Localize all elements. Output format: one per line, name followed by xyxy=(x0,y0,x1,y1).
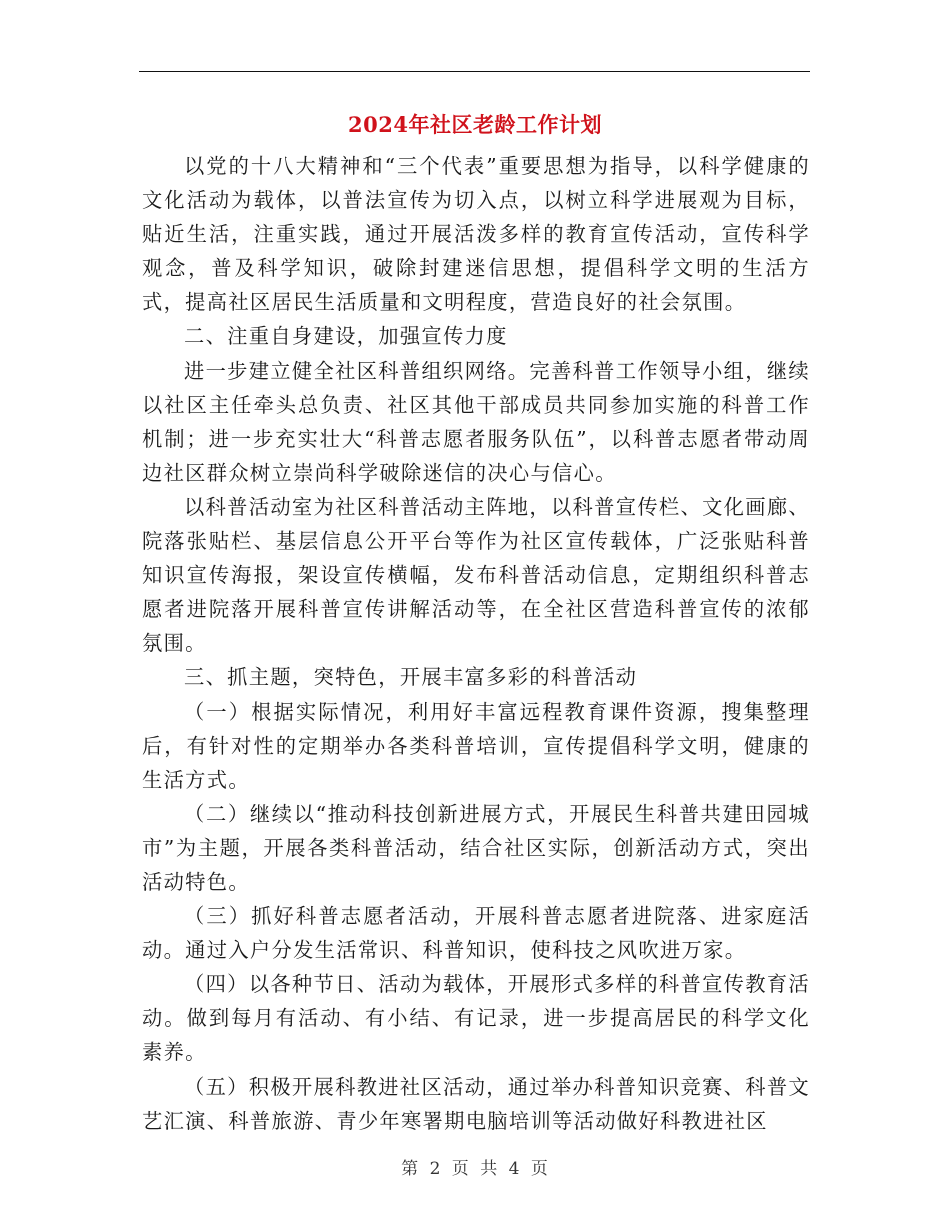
section-heading-3: 三、抓主题，突特色，开展丰富多彩的科普活动 xyxy=(184,665,638,690)
footer-total-unit: 页 xyxy=(530,1159,549,1179)
footer-total-pages: 4 xyxy=(508,1159,521,1179)
footer-page-number: 2 xyxy=(429,1159,442,1179)
document-body xyxy=(142,149,810,1138)
section-heading-2: 二、注重自身建设，加强宣传力度 xyxy=(184,324,508,349)
item-5: （五）积极开展科教进社区活动，通过举办科普知识竞赛、科普文艺汇演、科普旅游、青少年寒署期电脑培训等活动做好科教进社区 xyxy=(142,1074,810,1133)
paragraph-intro: 以党的十八大精神和“三个代表”重要思想为指导，以科学健康的文化活动为载体，以普法宣传为切入点，以树立科学进展观为目标，贴近生活，注重实践，通过开展活泼多样的教育宣传活动，宣传科学观念，普及科学知识，破除封建迷信思想，提倡科学文明的生活方式，提高社区居民生活质量和文明程度，营造良好的社会氛围。 xyxy=(142,154,810,315)
item-2: （二）继续以“推动科技创新进展方式，开展民生科普共建田园城市”为主题，开展各类科普活动，结合社区实际，创新活动方式，突出活动特色。 xyxy=(142,801,810,894)
item-3: （三）抓好科普志愿者活动，开展科普志愿者进院落、进家庭活动。通过入户分发生活常识、科普知识，使科技之风吹进万家。 xyxy=(142,904,810,963)
footer-page-unit: 页 xyxy=(451,1159,470,1179)
footer-total-prefix: 共 xyxy=(480,1159,499,1179)
document-title: 2024年社区老龄工作计划 xyxy=(348,112,602,137)
header-rule xyxy=(139,71,810,72)
page-footer xyxy=(0,1154,950,1179)
item-4: （四）以各种节日、活动为载体，开展形式多样的科普宣传教育活动。做到每月有活动、有小结、有记录，进一步提高居民的科学文化素养。 xyxy=(142,972,810,1065)
item-1: （一）根据实际情况，利用好丰富远程教育课件资源，搜集整理后，有针对性的定期举办各类科普培训，宣传提倡科学文明，健康的生活方式。 xyxy=(142,699,810,792)
paragraph-venue: 以科普活动室为社区科普活动主阵地，以科普宣传栏、文化画廊、院落张贴栏、基层信息公开平台等作为社区宣传载体，广泛张贴科普知识宣传海报，架设宣传横幅，发布科普活动信息，定期组织科普志愿者进院落开展科普宣传讲解活动等，在全社区营造科普宣传的浓郁氛围。 xyxy=(142,494,810,656)
paragraph-network: 进一步建立健全社区科普组织网络。完善科普工作领导小组，继续以社区主任牵头总负责、社区其他干部成员共同参加实施的科普工作机制；进一步充实壮大“科普志愿者服务队伍”，以科普志愿者带动周边社区群众树立崇尚科学破除迷信的决心与信心。 xyxy=(142,358,810,485)
footer-page-prefix: 第 xyxy=(401,1159,420,1179)
